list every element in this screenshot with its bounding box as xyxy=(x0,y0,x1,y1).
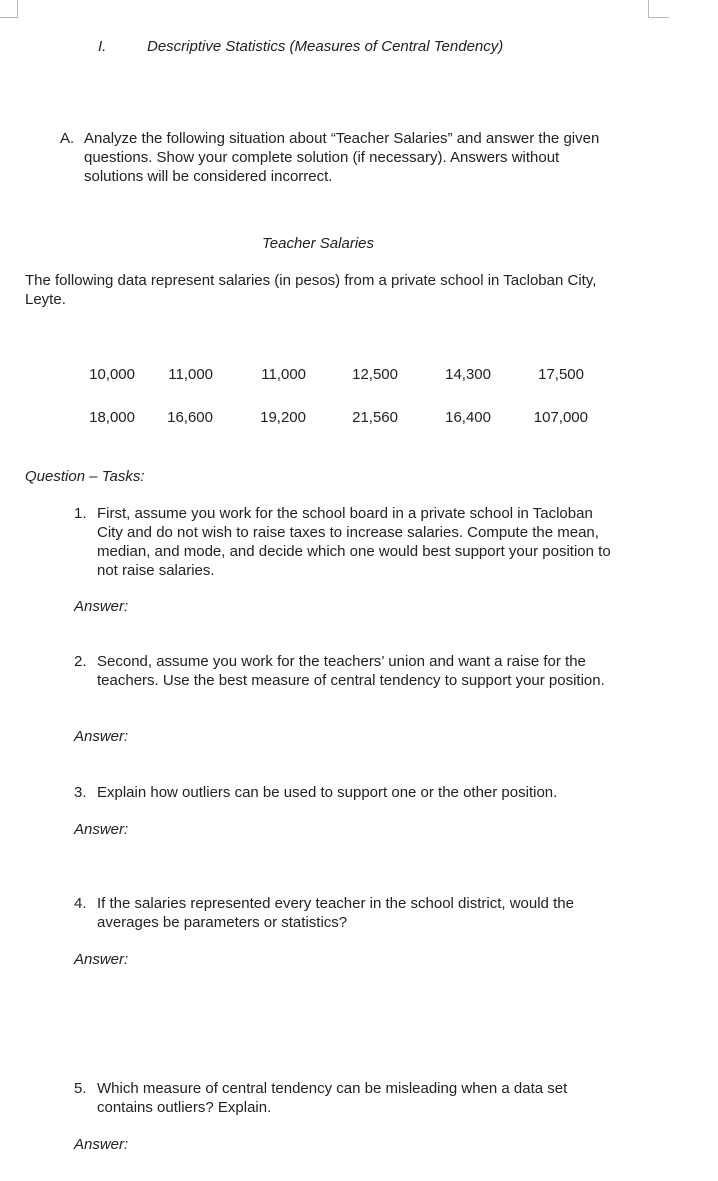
question-text: Which measure of central tendency can be misleading when a data set contains outliers? Explain. xyxy=(97,1080,568,1116)
salary-value: 14,300 xyxy=(445,366,491,383)
salary-value: 11,000 xyxy=(168,366,213,383)
answer-label: Answer: xyxy=(74,951,129,968)
answer-label: Answer: xyxy=(74,598,129,615)
salary-value: 17,500 xyxy=(538,366,584,383)
salary-value: 10,000 xyxy=(89,366,135,383)
question-number: 1. xyxy=(74,505,87,522)
part-letter: A. xyxy=(60,130,75,147)
question-number: 2. xyxy=(74,653,87,670)
page-corner-mark-left xyxy=(0,0,18,18)
salary-value: 12,500 xyxy=(352,366,398,383)
section-title: Descriptive Statistics (Measures of Central Tendency) xyxy=(147,38,504,55)
data-title: Teacher Salaries xyxy=(261,235,374,252)
salary-value: 16,400 xyxy=(445,409,491,426)
question-text: If the salaries represented every teacher in the school district, would the averages be parameters or statistics? xyxy=(97,895,574,931)
question-number: 5. xyxy=(74,1080,87,1097)
salary-value: 107,000 xyxy=(533,409,588,426)
question-text: Explain how outliers can be used to support one or the other position. xyxy=(97,784,558,801)
section-number: I. xyxy=(98,38,107,55)
salary-value: 19,200 xyxy=(260,409,306,426)
tasks-heading: Question – Tasks: xyxy=(25,468,145,485)
question-text: Second, assume you work for the teachers’ union and want a raise for the teachers. Use the best measure of central tendency to support your position. xyxy=(97,653,605,689)
answer-label: Answer: xyxy=(74,821,129,838)
page-corner-mark-right xyxy=(648,0,669,18)
part-instructions: Analyze the following situation about “Teacher Salaries” and answer the given questions. Show your complete solution (if necessary). Answers without solutions will be considered incorrect. xyxy=(84,130,600,185)
question-number: 3. xyxy=(74,784,87,801)
answer-label: Answer: xyxy=(74,728,129,745)
answer-label: Answer: xyxy=(74,1136,129,1153)
question-number: 4. xyxy=(74,895,87,912)
data-intro: The following data represent salaries (in pesos) from a private school in Tacloban City, Leyte. xyxy=(25,272,597,308)
salary-value: 16,600 xyxy=(167,409,213,426)
question-text: First, assume you work for the school board in a private school in Tacloban City and do not wish to raise taxes to increase salaries. Compute the mean, median, and mode, and decide which one would best support your position to not raise salaries. xyxy=(97,505,611,579)
salary-value: 11,000 xyxy=(261,366,306,383)
salary-value: 21,560 xyxy=(352,409,398,426)
salary-value: 18,000 xyxy=(89,409,135,426)
